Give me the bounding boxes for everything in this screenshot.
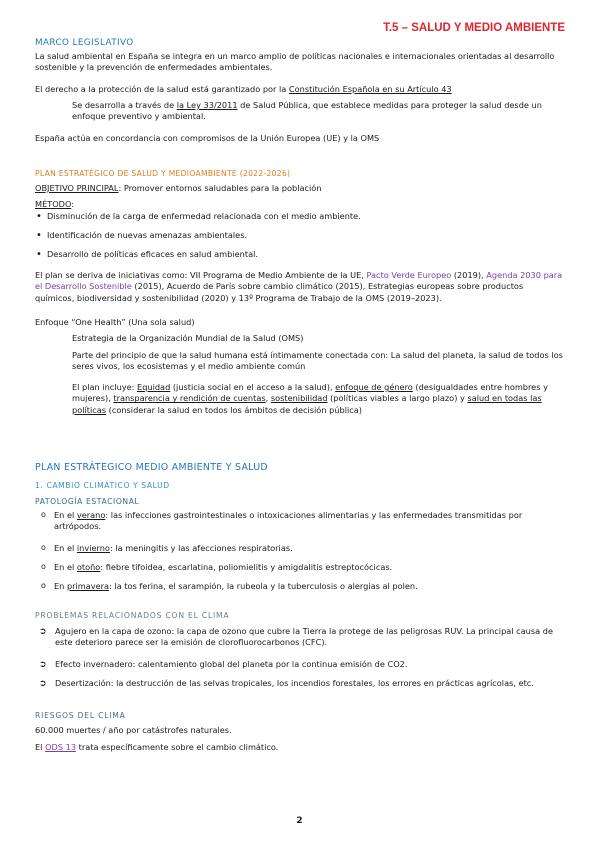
header-title: T.5 – SALUD Y MEDIO AMBIENTE (383, 22, 565, 34)
ods-paragraph: El ODS 13 trata específicamente sobre el cambio climático. (35, 742, 279, 752)
list-item: o En el verano: las infecciones gastrointestinales o intoxicaciones alimentarias y las enfermedades transmitidas por artrópodos. (54, 510, 565, 543)
constitucion-link[interactable]: Constitución Española en su Artículo 43 (288, 84, 452, 94)
iniciativas-paragraph: El plan se deriva de iniciativas como: VII Programa de Medio Ambiente de la UE, Pacto Verde Europeo (2019), Agenda 2030 para el Desarrollo Sostenible (2015), Acuerdo de París sobre cambio climático (2015), Estrategias europeas sobre productos químicos, biodiversidad y sostenibilidad (2020) y 13º Programa de Trabajo de la OMS (2019–2023). (35, 270, 563, 303)
metodo-list (47, 211, 565, 260)
one-health-p1: Estrategia de la Organización Mundial de la Salud (OMS) (72, 333, 304, 343)
list-item: ➲ Efecto invernadero: calentamiento global del planeta por la continua emisión de CO2. (55, 659, 565, 678)
metodo-label: MÉTODO: (35, 199, 75, 209)
riesgos-heading: RIESGOS DEL CLIMA (35, 711, 126, 720)
plan-ma-heading: PLAN ESTRÁTEGICO MEDIO AMBIENTE Y SALUD (35, 462, 268, 473)
list-item: o En el invierno: la meningitis y las afecciones respiratorias. (54, 543, 565, 562)
estaciones-list (54, 510, 565, 592)
one-health-title: Enfoque “One Health” (Una sola salud) (35, 317, 195, 327)
list-item: • Identificación de nuevas amenazas ambientales. (47, 230, 565, 249)
marco-heading: MARCO LEGISLATIVO (35, 38, 134, 48)
ley-link[interactable]: la Ley 33/2011 (176, 100, 238, 110)
ods-13-link[interactable]: ODS 13 (45, 742, 77, 752)
marco-p1: La salud ambiental en España se integra en un marco amplio de políticas nacionales e internacionales orientadas al desarrollo sostenible y la prevención de enfermedades ambientales. (35, 51, 555, 73)
problemas-list (55, 626, 565, 689)
list-item: • Disminución de la carga de enfermedad relacionada con el medio ambiente. (47, 211, 565, 230)
list-item: ➲ Desertización: la destrucción de las selvas tropicales, los incendios forestales, los errores en prácticas agrícolas, etc. (55, 678, 565, 689)
pacto-verde-link[interactable]: Pacto Verde Europeo (366, 270, 452, 280)
riesgos-text: 60.000 muertes / año por catástrofes naturales. (35, 725, 232, 735)
marco-p4: España actúa en concordancia con compromisos de la Unión Europea (UE) y la OMS (35, 133, 380, 143)
page-number: 2 (296, 816, 303, 826)
patologia-heading: PATOLOGÍA ESTACIONAL (35, 497, 140, 506)
agenda-2030-link[interactable]: Agenda 2030 para el Desarrollo Sostenible (35, 270, 563, 292)
objetivo-label: OBJETIVO PRINCIPAL (35, 183, 119, 193)
plan-incluye: El plan incluye: Equidad (justicia social en el acceso a la salud), enfoque de género (desigualdades entre hombres y mujeres), transparencia y rendición de cuentas, sostenibilidad (políticas viables a largo plazo) y salud en todas las políticas (considerar la salud en todos los ámbitos de decisión pública) (72, 382, 548, 415)
list-item: • Desarrollo de políticas eficaces en salud ambiental. (47, 249, 565, 260)
list-item: ➲ Agujero en la capa de ozono: la capa de ozono que cubre la Tierra la protege de las peligrosas RUV. La principal causa de este deterioro parece ser la emisión de clorofluorocarbonos (CFC). (55, 626, 565, 659)
one-health-p2: Parte del principio de que la salud humana está íntimamente conectada con: La salud del planeta, la salud de todos los seres vivos, los ecosistemas y el medio ambiente común (72, 350, 563, 372)
marco-p2: El derecho a la protección de la salud está garantizado por la Constitución Española en su Artículo 43 (35, 84, 452, 94)
marco-p3: Se desarrolla a través de la Ley 33/2011 de Salud Pública, que establece medidas para proteger la salud desde un enfoque preventivo y ambiental. (72, 100, 542, 122)
plan-estrategico-heading: PLAN ESTRATÉGICO DE SALUD Y MEDIOAMBIENTE (2022-2026) (35, 169, 291, 178)
list-item: o En primavera: la tos ferina, el sarampión, la rubeola y la tuberculosis o alergias al polen. (54, 581, 565, 592)
problemas-heading: PROBLEMAS RELACIONADOS CON EL CLIMA (35, 611, 230, 620)
list-item: o En el otoño: fiebre tifoidea, escarlatina, poliomielitis y amigdalitis estreptocócicas. (54, 562, 565, 581)
objetivo-line: OBJETIVO PRINCIPAL: Promover entornos saludables para la población (35, 183, 322, 193)
cambio-climatico-heading: 1. CAMBIO CLIMÁTICO Y SALUD (35, 481, 170, 490)
